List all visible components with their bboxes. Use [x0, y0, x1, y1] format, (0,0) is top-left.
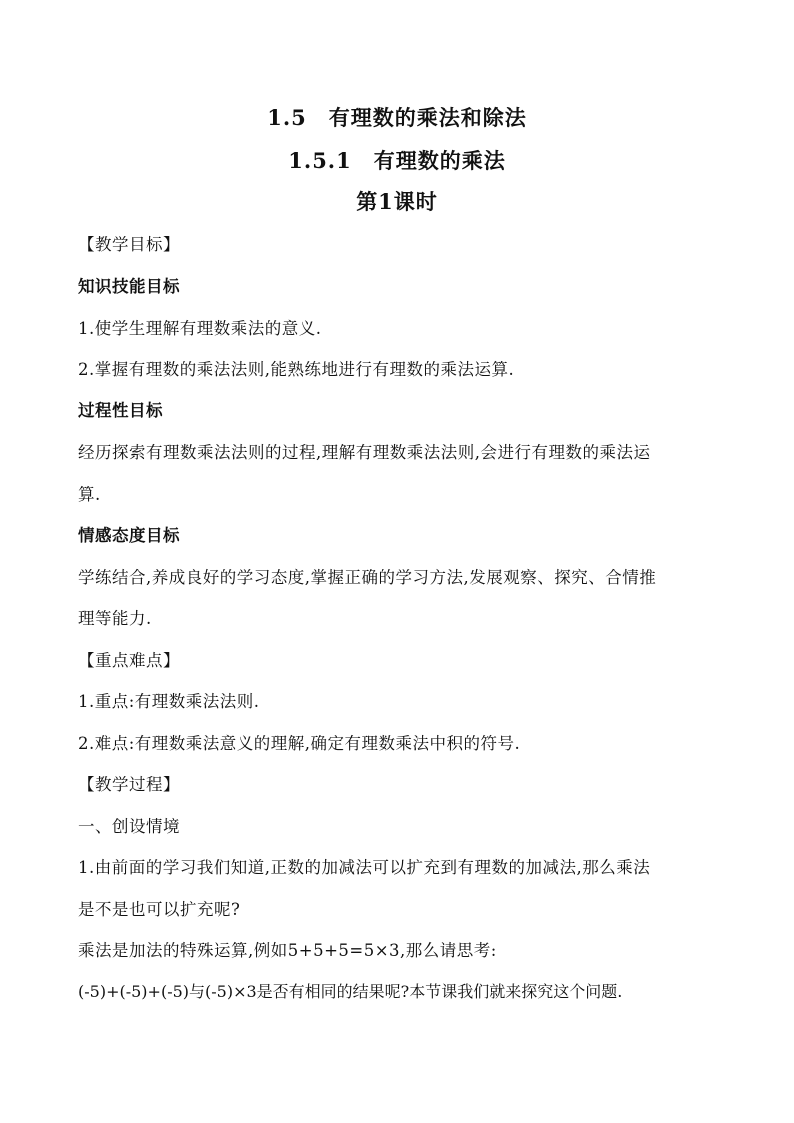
text-line: 学练结合,养成良好的学习态度,掌握正确的学习方法,发展观察、探究、合情推 — [78, 568, 657, 587]
text-line: 1.使学生理解有理数乘法的意义. — [78, 319, 322, 338]
text-line: 经历探索有理数乘法法则的过程,理解有理数乘法法则,会进行有理数的乘法运 — [78, 443, 651, 462]
subsection-title: 1.5.1 有理数的乘法 — [288, 148, 506, 173]
heading-key-points: 【重点难点】 — [78, 651, 180, 670]
heading-knowledge-goals: 知识技能目标 — [78, 277, 180, 296]
text-line: 理等能力. — [78, 609, 152, 628]
heading-attitude-goals: 情感态度目标 — [78, 526, 180, 545]
text-line: 乘法是加法的特殊运算,例如5+5+5=5×3,那么请思考: — [78, 941, 497, 960]
lesson-title: 第1课时 — [356, 189, 438, 214]
text-line: 1.由前面的学习我们知道,正数的加减法可以扩充到有理数的加减法,那么乘法 — [78, 858, 651, 877]
heading-process-goals: 过程性目标 — [78, 401, 163, 420]
heading-teaching-process: 【教学过程】 — [78, 775, 180, 794]
text-line: 2.难点:有理数乘法意义的理解,确定有理数乘法中积的符号. — [78, 734, 521, 753]
text-line: 一、创设情境 — [78, 817, 180, 836]
text-line: 2.掌握有理数的乘法法则,能熟练地进行有理数的乘法运算. — [78, 360, 515, 379]
text-line: 算. — [78, 485, 101, 504]
heading-teaching-goals: 【教学目标】 — [78, 235, 180, 254]
section-title: 1.5 有理数的乘法和除法 — [267, 105, 527, 130]
text-line: 1.重点:有理数乘法法则. — [78, 692, 260, 711]
text-line: 是不是也可以扩充呢? — [78, 900, 241, 919]
text-line: (-5)+(-5)+(-5)与(-5)×3是否有相同的结果呢?本节课我们就来探究这个问题. — [78, 982, 623, 1001]
